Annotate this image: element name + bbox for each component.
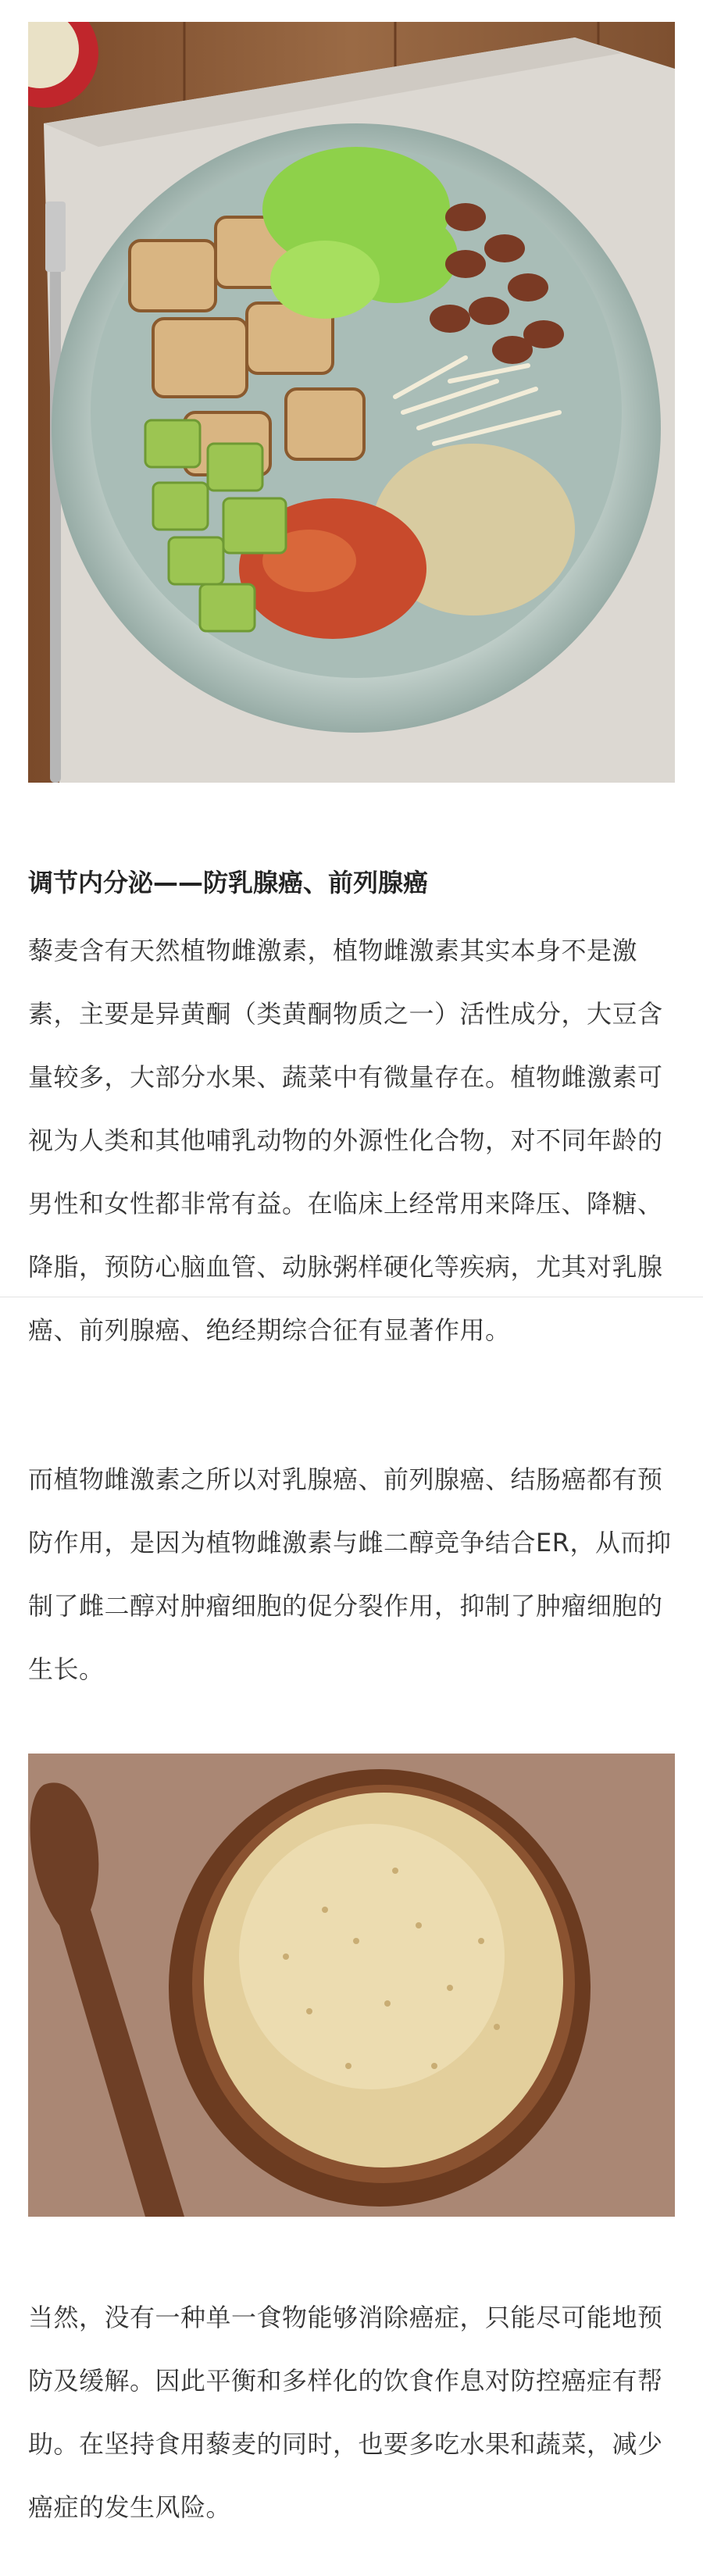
quinoa-bowl-photo: [28, 1754, 675, 2217]
article-paragraph: 当然，没有一种单一食物能够消除癌症，只能尽可能地预防及缓解。因此平衡和多样化的饮食作息对防控癌症有帮助。在坚持食用藜麦的同时，也要多吃水果和蔬菜，减少癌症的发生风险。: [28, 2303, 663, 2522]
article-paragraph: 藜麦含有天然植物雌激素，植物雌激素其实本身不是激素，主要是异黄酮（类黄酮物质之一）活性成分，大豆含量较多，大部分水果、蔬菜中有微量存在。植物雌激素可视为人类和其他哺乳动物的外源性化合物，对不同年龄的男性和女性都非常有益。在临床上经常用来降压、降糖、降脂，预防心脑血管、动脉粥样硬化等疾病，尤其对乳腺癌、前列腺癌、绝经期综合征有显著作用。: [28, 936, 663, 1345]
salad-bowl-photo: [28, 22, 675, 783]
article-paragraph: 而植物雌激素之所以对乳腺癌、前列腺癌、结肠癌都有预防作用，是因为植物雌激素与雌二醇竞争结合ER，从而抑制了雌二醇对肿瘤细胞的促分裂作用，抑制了肿瘤细胞的生长。: [28, 1465, 672, 1684]
section-heading: 调节内分泌——防乳腺癌、前列腺癌: [28, 868, 429, 897]
